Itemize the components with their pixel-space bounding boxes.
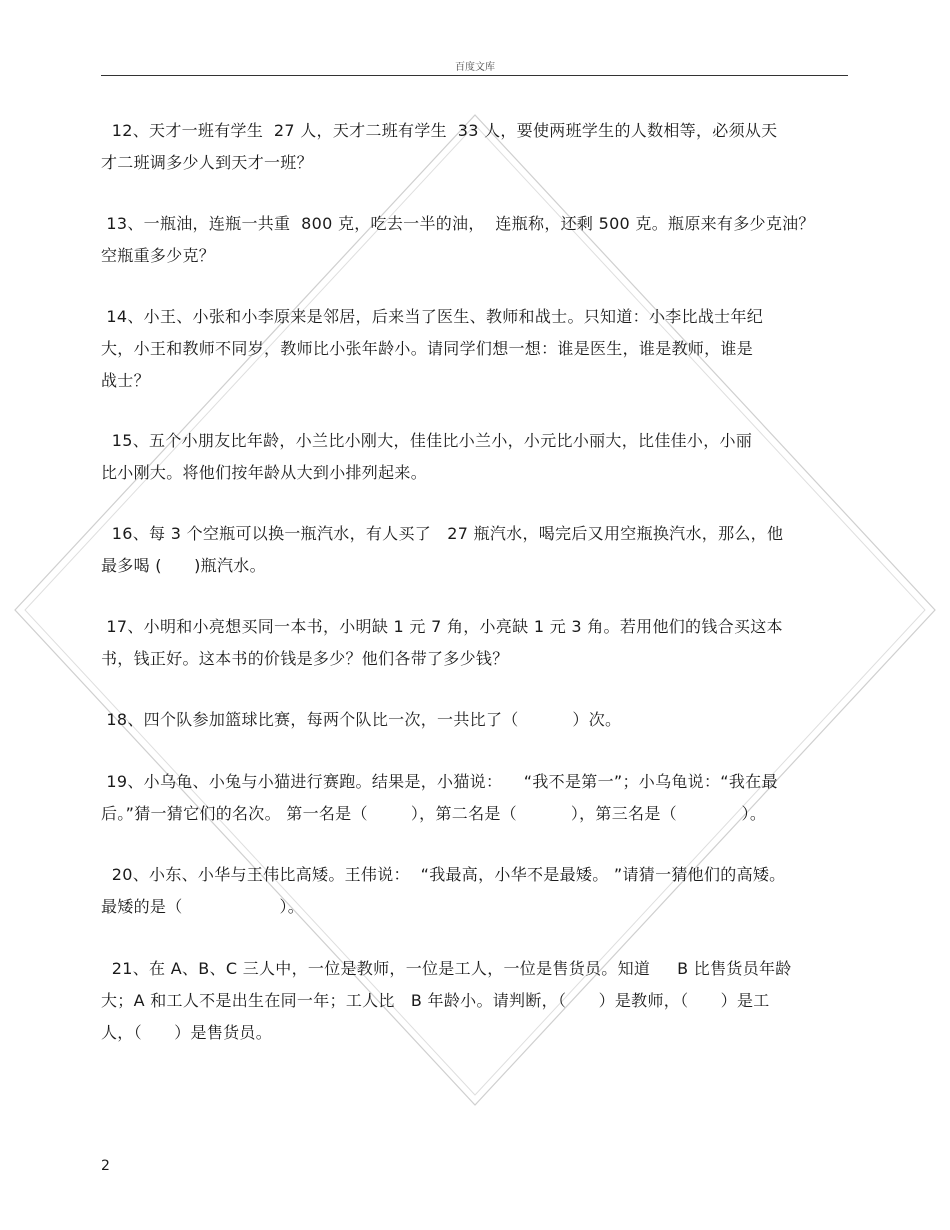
question-line: 比小刚大。将他们按年龄从大到小排列起来。 xyxy=(101,463,428,482)
question-14 xyxy=(101,301,848,397)
question-line: 人，（ ）是售货员。 xyxy=(101,1023,273,1042)
question-line: 才二班调多少人到天才一班？ xyxy=(101,153,313,172)
page-header-title: 百度文库 xyxy=(455,62,495,73)
question-line: 最多喝 ( )瓶汽水。 xyxy=(101,556,266,575)
question-line: 16、每 3 个空瓶可以换一瓶汽水，有人买了 27 瓶汽水，喝完后又用空瓶换汽水，那么，他 xyxy=(101,524,784,543)
question-16 xyxy=(101,518,848,582)
question-line: 后。”猜一猜它们的名次。 第一名是（ ），第二名是（ ），第三名是（ ）。 xyxy=(101,804,767,823)
header-divider xyxy=(101,75,848,76)
question-15 xyxy=(101,425,848,489)
question-line: 大；A 和工人不是出生在同一年；工人比 B 年龄小。请判断，（ ）是教师，（ ）是工 xyxy=(101,991,770,1010)
question-line: 14、小王、小张和小李原来是邻居，后来当了医生、教师和战士。只知道：小李比战士年纪 xyxy=(101,307,764,326)
question-18 xyxy=(101,704,848,736)
question-line: 大，小王和教师不同岁，教师比小张年龄小。请同学们想一想：谁是医生，谁是教师，谁是 xyxy=(101,339,754,358)
question-line: 书，钱正好。这本书的价钱是多少？他们各带了多少钱？ xyxy=(101,649,509,668)
question-20 xyxy=(101,859,848,923)
question-13 xyxy=(101,208,848,272)
question-line: 19、小乌龟、小兔与小猫进行赛跑。结果是，小猫说： “我不是第一”；小乌龟说：“我在最 xyxy=(101,772,778,791)
question-line: 20、小东、小华与王伟比高矮。王伟说： “我最高，小华不是最矮。 ”请猜一猜他们的高矮。 xyxy=(101,865,786,884)
question-line: 18、四个队参加篮球比赛，每两个队比一次，一共比了（ ）次。 xyxy=(101,710,622,729)
question-line: 13、一瓶油，连瓶一共重 800 克，吃去一半的油， 连瓶称，还剩 500 克。瓶原来有多少克油？ xyxy=(101,214,815,233)
question-line: 空瓶重多少克？ xyxy=(101,246,216,265)
question-line: 最矮的是（ ）。 xyxy=(101,897,305,916)
page-number: 2 xyxy=(101,1158,110,1174)
question-line: 15、五个小朋友比年龄，小兰比小刚大，佳佳比小兰小，小元比小丽大，比佳佳小，小丽 xyxy=(101,431,753,450)
question-line: 战士？ xyxy=(101,371,150,390)
question-21 xyxy=(101,953,848,1049)
question-17 xyxy=(101,611,848,675)
question-line: 12、天才一班有学生 27 人，天才二班有学生 33 人，要使两班学生的人数相等，必须从天 xyxy=(101,121,778,140)
question-line: 21、在 A、B、C 三人中，一位是教师，一位是工人，一位是售货员。知道 B 比售货员年龄 xyxy=(101,959,792,978)
question-line: 17、小明和小亮想买同一本书，小明缺 1 元 7 角，小亮缺 1 元 3 角。若用他们的钱合买这本 xyxy=(101,617,783,636)
question-12 xyxy=(101,115,848,179)
question-19 xyxy=(101,766,848,830)
